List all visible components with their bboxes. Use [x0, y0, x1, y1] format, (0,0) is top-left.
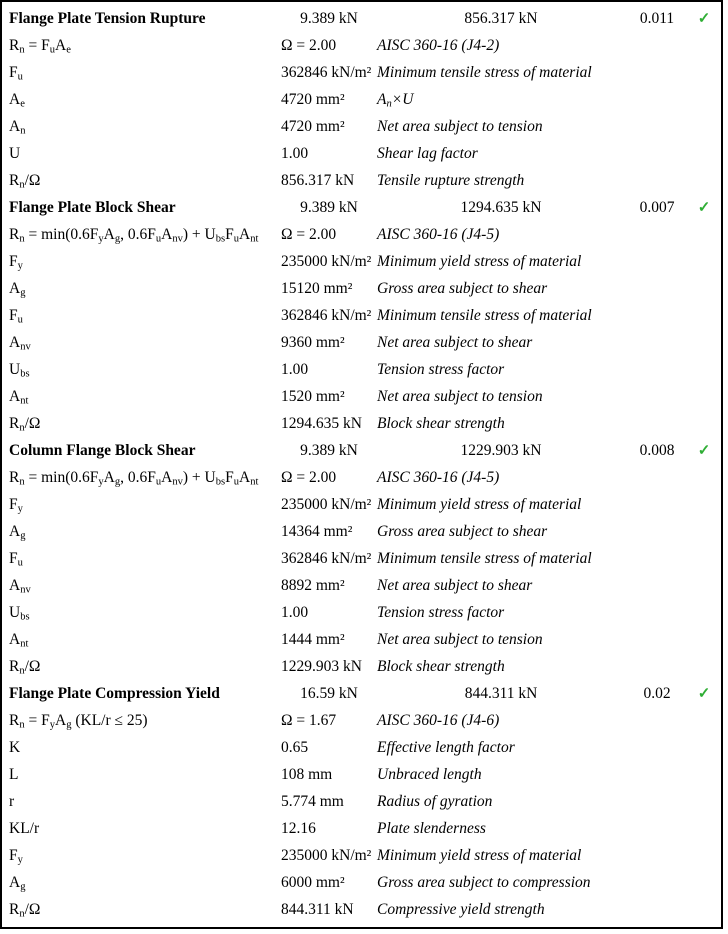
formula: $R_n = F_yA_g$ (KL/r ≤ 25): [9, 711, 148, 731]
omega-factor: Ω = 2.00: [281, 225, 337, 243]
parameter-description: Gross area subject to compression: [377, 873, 591, 891]
parameter-row: [9, 572, 721, 599]
utilization-ratio: 0.011: [639, 9, 675, 27]
omega-factor: Ω = 2.00: [281, 468, 337, 486]
parameter-row: [9, 626, 721, 653]
parameter-symbol: $F_y$: [9, 846, 23, 866]
parameter-description: Minimum tensile stress of material: [377, 306, 592, 324]
parameter-row: [9, 329, 721, 356]
parameter-description: Tension stress factor: [377, 360, 505, 378]
parameter-row: [9, 167, 721, 194]
parameter-row: [9, 653, 721, 680]
parameter-value: 1229.903 kN: [281, 657, 362, 675]
parameter-symbol: $F_y$: [9, 495, 23, 515]
code-reference: AISC 360-16 (J4-6): [377, 711, 500, 729]
parameter-symbol: $A_g$: [9, 873, 26, 893]
formula: $R_n = \min(0.6F_yA_g$, $0.6F_uA_{nv}) + U_{bs}F_uA_{nt}$: [9, 468, 259, 488]
parameter-symbol: $A_n$: [9, 117, 26, 137]
parameter-row: [9, 140, 721, 167]
capacity-value: 844.311 kN: [464, 684, 538, 702]
parameter-description: Effective length factor: [377, 738, 515, 756]
section-title: Flange Plate Compression Yield: [9, 684, 220, 702]
parameter-value: 235000 kN/m²: [281, 495, 372, 513]
parameter-description: Unbraced length: [377, 765, 482, 783]
parameter-row: [9, 734, 721, 761]
formula-row: [9, 464, 721, 491]
parameter-value: 362846 kN/m²: [281, 549, 372, 567]
parameter-value: 1.00: [281, 144, 309, 162]
parameter-description: Radius of gyration: [377, 792, 493, 810]
parameter-value: 0.65: [281, 738, 309, 756]
parameter-description: Minimum yield stress of material: [377, 846, 582, 864]
parameter-row: [9, 869, 721, 896]
parameter-value: 362846 kN/m²: [281, 63, 372, 81]
parameter-description: Net area subject to shear: [377, 576, 533, 594]
pass-check-icon: ✓: [697, 686, 711, 702]
parameter-symbol: $A_g$: [9, 522, 26, 542]
parameter-value: 362846 kN/m²: [281, 306, 372, 324]
parameter-symbol: $R_n/\Omega$: [9, 657, 41, 677]
parameter-row: [9, 302, 721, 329]
parameter-row: [9, 86, 721, 113]
parameter-symbol: $R_n/\Omega$: [9, 171, 41, 191]
parameter-description: Net area subject to shear: [377, 333, 533, 351]
parameter-row: [9, 842, 721, 869]
parameter-description: Minimum yield stress of material: [377, 495, 582, 513]
parameter-symbol: $A_{nt}$: [9, 630, 29, 650]
parameter-symbol: $F_y$: [9, 252, 23, 272]
capacity-value: 1229.903 kN: [460, 441, 542, 459]
parameter-value: 4720 mm²: [281, 90, 345, 108]
parameter-symbol: $A_{nt}$: [9, 387, 29, 407]
parameter-description: Block shear strength: [377, 414, 505, 432]
parameter-symbol: $F_u$: [9, 549, 23, 569]
parameter-row: [9, 545, 721, 572]
section-rows: [9, 734, 721, 923]
demand-value: 16.59 kN: [300, 684, 358, 702]
demand-value: 9.389 kN: [300, 441, 358, 459]
parameter-row: [9, 491, 721, 518]
parameter-description: Tension stress factor: [377, 603, 505, 621]
parameter-row: [9, 275, 721, 302]
parameter-row: [9, 59, 721, 86]
parameter-symbol: $A_e$: [9, 90, 25, 110]
parameter-description: Minimum tensile stress of material: [377, 549, 592, 567]
utilization-ratio: 0.007: [639, 198, 675, 216]
section-rows: [9, 59, 721, 194]
parameter-value: 1520 mm²: [281, 387, 345, 405]
parameter-row: [9, 599, 721, 626]
formula: $R_n = F_uA_e$: [9, 36, 71, 56]
section-rows: [9, 248, 721, 437]
capacity-value: 1294.635 kN: [460, 198, 542, 216]
parameter-value: 12.16: [281, 819, 316, 837]
parameter-description: $A_n\times U$: [377, 90, 414, 110]
check-section: [9, 5, 721, 194]
parameter-row: [9, 248, 721, 275]
check-section: [9, 194, 721, 437]
parameter-value: 14364 mm²: [281, 522, 353, 540]
check-section: [9, 680, 721, 923]
parameter-symbol: $R_n/\Omega$: [9, 414, 41, 434]
utilization-ratio: 0.02: [643, 684, 671, 702]
section-title: Flange Plate Block Shear: [9, 198, 176, 216]
section-rows: [9, 491, 721, 680]
parameter-row: [9, 410, 721, 437]
parameter-row: [9, 815, 721, 842]
parameter-description: Minimum yield stress of material: [377, 252, 582, 270]
pass-check-icon: ✓: [697, 200, 711, 216]
formula: $R_n = \min(0.6F_yA_g$, $0.6F_uA_{nv}) + U_{bs}F_uA_{nt}$: [9, 225, 259, 245]
parameter-description: Tensile rupture strength: [377, 171, 525, 189]
pass-check-icon: ✓: [697, 443, 711, 459]
parameter-value: 108 mm: [281, 765, 333, 783]
parameter-symbol: $R_n/\Omega$: [9, 900, 41, 920]
parameter-symbol: KL/r: [9, 819, 40, 837]
parameter-value: 844.311 kN: [281, 900, 354, 918]
code-reference: AISC 360-16 (J4-5): [377, 468, 500, 486]
parameter-symbol: $A_g$: [9, 279, 26, 299]
parameter-description: Block shear strength: [377, 657, 505, 675]
parameter-value: 4720 mm²: [281, 117, 345, 135]
section-header-row: [9, 194, 721, 221]
parameter-description: Plate slenderness: [377, 819, 486, 837]
formula-row: [9, 221, 721, 248]
parameter-row: [9, 518, 721, 545]
parameter-symbol: $F_u$: [9, 63, 23, 83]
formula-row: [9, 707, 721, 734]
section-title: Column Flange Block Shear: [9, 441, 196, 459]
parameter-value: 1444 mm²: [281, 630, 345, 648]
parameter-value: 8892 mm²: [281, 576, 345, 594]
utilization-ratio: 0.008: [639, 441, 675, 459]
section-header-row: [9, 5, 721, 32]
parameter-value: 1.00: [281, 360, 309, 378]
code-reference: AISC 360-16 (J4-2): [377, 36, 500, 54]
parameter-value: 6000 mm²: [281, 873, 345, 891]
parameter-row: [9, 896, 721, 923]
parameter-description: Shear lag factor: [377, 144, 478, 162]
parameter-symbol: r: [9, 792, 15, 810]
parameter-value: 1.00: [281, 603, 309, 621]
parameter-symbol: L: [9, 765, 19, 783]
code-reference: AISC 360-16 (J4-5): [377, 225, 500, 243]
parameter-description: Minimum tensile stress of material: [377, 63, 592, 81]
parameter-description: Compressive yield strength: [377, 900, 545, 918]
parameter-value: 235000 kN/m²: [281, 252, 372, 270]
omega-factor: Ω = 1.67: [281, 711, 337, 729]
parameter-value: 15120 mm²: [281, 279, 353, 297]
demand-value: 9.389 kN: [300, 9, 358, 27]
parameter-row: [9, 113, 721, 140]
parameter-row: [9, 356, 721, 383]
formula-row: [9, 32, 721, 59]
demand-value: 9.389 kN: [300, 198, 358, 216]
parameter-symbol: K: [9, 738, 21, 756]
check-section: [9, 437, 721, 680]
parameter-value: 9360 mm²: [281, 333, 345, 351]
parameter-symbol: U: [9, 144, 21, 162]
parameter-row: [9, 788, 721, 815]
parameter-description: Net area subject to tension: [377, 387, 543, 405]
parameter-description: Gross area subject to shear: [377, 279, 548, 297]
pass-check-icon: ✓: [697, 11, 711, 27]
parameter-description: Net area subject to tension: [377, 117, 543, 135]
parameter-description: Net area subject to tension: [377, 630, 543, 648]
section-header-row: [9, 437, 721, 464]
omega-factor: Ω = 2.00: [281, 36, 337, 54]
parameter-value: 856.317 kN: [281, 171, 355, 189]
parameter-symbol: $A_{nv}$: [9, 333, 31, 353]
parameter-symbol: $U_{bs}$: [9, 360, 30, 380]
parameter-symbol: $U_{bs}$: [9, 603, 30, 623]
parameter-value: 5.774 mm: [281, 792, 344, 810]
section-header-row: [9, 680, 721, 707]
parameter-value: 235000 kN/m²: [281, 846, 372, 864]
parameter-description: Gross area subject to shear: [377, 522, 548, 540]
parameter-value: 1294.635 kN: [281, 414, 362, 432]
section-title: Flange Plate Tension Rupture: [9, 9, 206, 27]
report-body: [9, 5, 721, 923]
parameter-row: [9, 761, 721, 788]
parameter-row: [9, 383, 721, 410]
parameter-symbol: $A_{nv}$: [9, 576, 31, 596]
capacity-value: 856.317 kN: [464, 9, 538, 27]
parameter-symbol: $F_u$: [9, 306, 23, 326]
